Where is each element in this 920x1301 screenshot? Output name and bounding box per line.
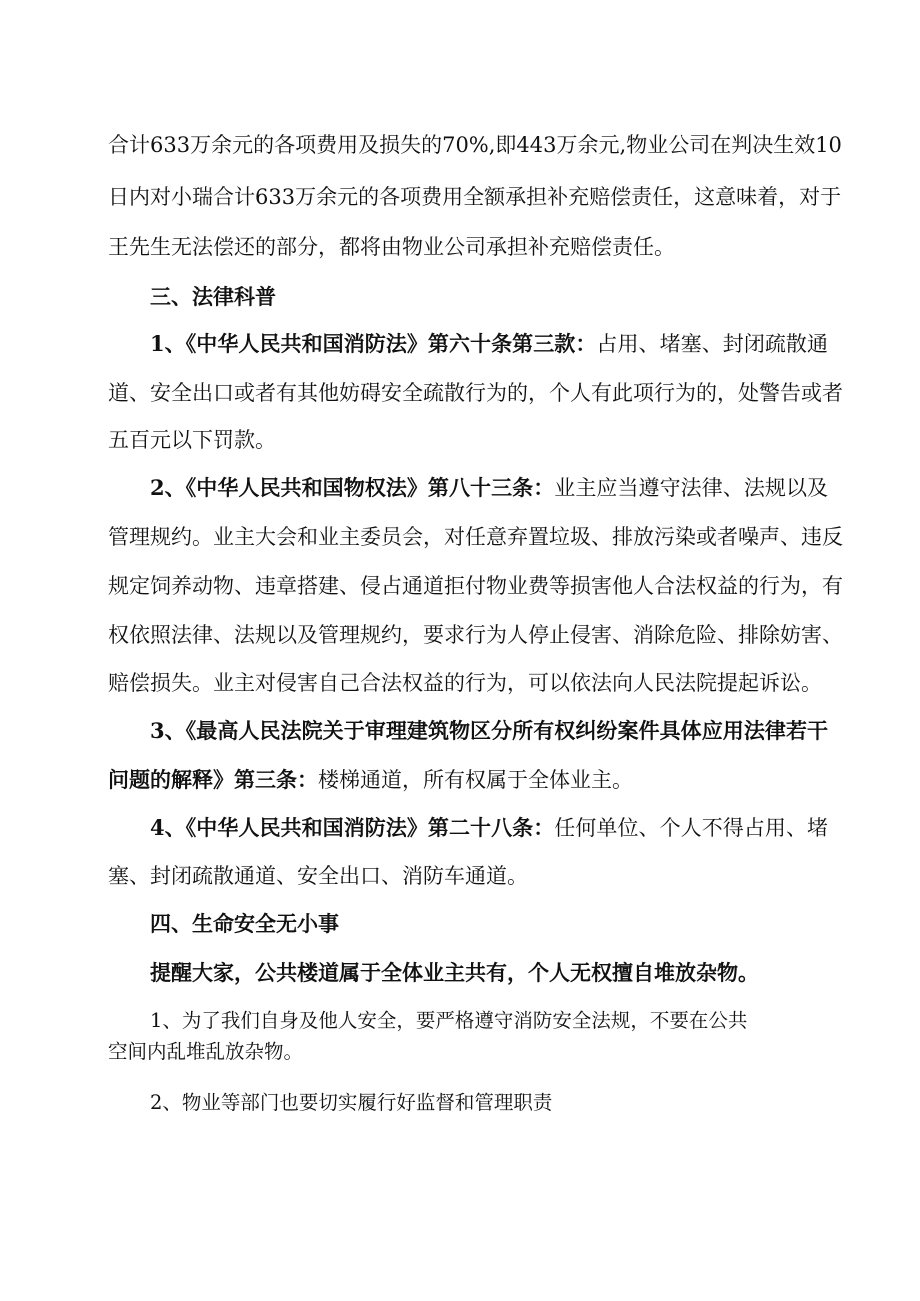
- section-heading: 三、法律科普: [150, 284, 276, 309]
- law-item-4-text: 任何单位、个人不得占用、堵: [554, 816, 828, 840]
- law-item-4-line: [150, 813, 828, 843]
- paragraph-line: 日内对小瑞合计633万余元的各项费用全额承担补充赔偿责任，这意味着，对于: [108, 185, 842, 209]
- paragraph-line: 王先生无法偿还的部分，都将由物业公司承担补充赔偿责任。: [108, 235, 675, 259]
- section-heading: 四、生命安全无小事: [150, 911, 339, 936]
- law-item-1-line: [150, 329, 828, 359]
- law-item-3-label: 3、《最高人民法院关于审理建筑物区分所有权纠纷案件具体应用法律若干: [150, 718, 828, 743]
- reminder-text: 提醒大家，公共楼道属于全体业主共有，个人无权擅自堆放杂物。: [150, 960, 759, 985]
- law-item-3-text: 楼梯通道，所有权属于全体业主。: [318, 768, 633, 792]
- paragraph-line: 合计633万余元的各项费用及损失的70%,即443万余元,物业公司在判决生效10: [108, 133, 842, 157]
- law-item-4-line: 塞、封闭疏散通道、安全出口、消防车通道。: [108, 864, 528, 888]
- law-item-1-line: 道、安全出口或者有其他妨碍安全疏散行为的，个人有此项行为的，处警告或者: [108, 381, 843, 405]
- law-item-2-text: 业主应当遵守法律、法规以及: [554, 476, 828, 500]
- law-item-2-line: 权依照法律、法规以及管理规约，要求行为人停止侵害、消除危险、排除妨害、: [108, 623, 843, 647]
- list-item-2: 2、物业等部门也要切实履行好监督和管理职责: [150, 1091, 553, 1114]
- law-item-4-label: 4、《中华人民共和国消防法》第二十八条：: [150, 815, 555, 840]
- list-item-1: 1、为了我们自身及他人安全，要严格遵守消防安全法规，不要在公共: [150, 1009, 748, 1032]
- law-item-2-label: 2、《中华人民共和国物权法》第八十三条：: [150, 475, 555, 500]
- law-item-3-label-cont: 问题的解释》第三条：: [108, 767, 318, 792]
- list-item-1-cont: 空间内乱堆乱放杂物。: [108, 1040, 304, 1063]
- law-item-3-line: [108, 765, 828, 795]
- law-item-1-text: 占用、堵塞、封闭疏散通: [596, 332, 828, 356]
- law-item-2-line: 管理规约。业主大会和业主委员会，对任意弃置垃圾、排放污染或者噪声、违反: [108, 525, 843, 549]
- law-item-2-line: 规定饲养动物、违章搭建、侵占通道拒付物业费等损害他人合法权益的行为，有: [108, 574, 843, 598]
- law-item-1-label: 1、《中华人民共和国消防法》第六十条第三款：: [150, 331, 597, 356]
- law-item-2-line: [150, 473, 828, 503]
- law-item-2-line: 赔偿损失。业主对侵害自己合法权益的行为，可以依法向人民法院提起诉讼。: [108, 671, 822, 695]
- law-item-1-line: 五百元以下罚款。: [108, 428, 276, 452]
